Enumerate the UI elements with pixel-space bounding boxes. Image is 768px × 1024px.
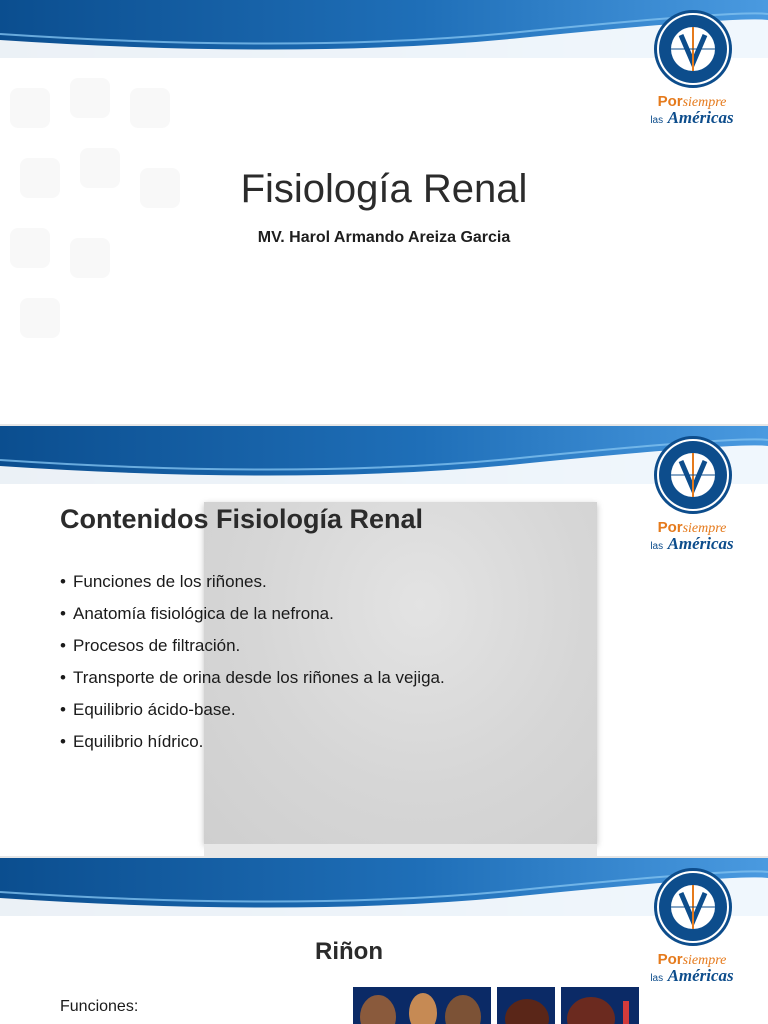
bullet-item: • Funciones de los riñones. (60, 572, 267, 591)
bullet-item: • Equilibrio hídrico. (60, 732, 204, 751)
tagline-americas: Américas (667, 534, 734, 553)
tagline-las: las (650, 115, 664, 126)
logo-tagline (644, 94, 740, 130)
bullet-item: • Transporte de orina desde los riñones a la vejiga. (60, 668, 445, 687)
logo-tagline (644, 520, 740, 556)
tagline-siempre: siempre (682, 95, 727, 110)
tagline-siempre: siempre (682, 521, 727, 536)
bullet-item: • Equilibrio ácido-base. (60, 700, 236, 719)
slide-1 (0, 0, 768, 426)
slide-3 (0, 858, 768, 1024)
slide-title: Riñon (315, 938, 383, 965)
slide-subtitle: MV. Harol Armando Areiza Garcia (257, 229, 511, 246)
seal-icon (654, 10, 732, 88)
tagline-americas: Américas (667, 108, 734, 127)
slide-title: Fisiología Renal (240, 167, 528, 211)
functions-label: Funciones: (60, 998, 139, 1015)
kidney-photo-strip (352, 986, 642, 1024)
tagline-por: Por (657, 951, 683, 968)
bullet-list (60, 566, 445, 758)
tagline-las: las (650, 973, 664, 984)
tagline-por: Por (657, 93, 683, 110)
institution-logo (644, 10, 740, 150)
tagline-americas: Américas (667, 966, 734, 985)
slide-title: Contenidos Fisiología Renal (60, 504, 424, 534)
seal-icon (654, 868, 732, 946)
tagline-por: Por (657, 519, 683, 536)
seal-icon (654, 436, 732, 514)
kidney-photo (352, 986, 492, 1024)
kidney-photo (560, 986, 640, 1024)
slide-2 (0, 426, 768, 858)
bullet-item: • Procesos de filtración. (60, 636, 241, 655)
bullet-item: • Anatomía fisiológica de la nefrona. (60, 604, 334, 623)
institution-logo (644, 436, 740, 576)
tagline-las: las (650, 541, 664, 552)
tagline-siempre: siempre (682, 953, 727, 968)
kidney-photo (496, 986, 556, 1024)
